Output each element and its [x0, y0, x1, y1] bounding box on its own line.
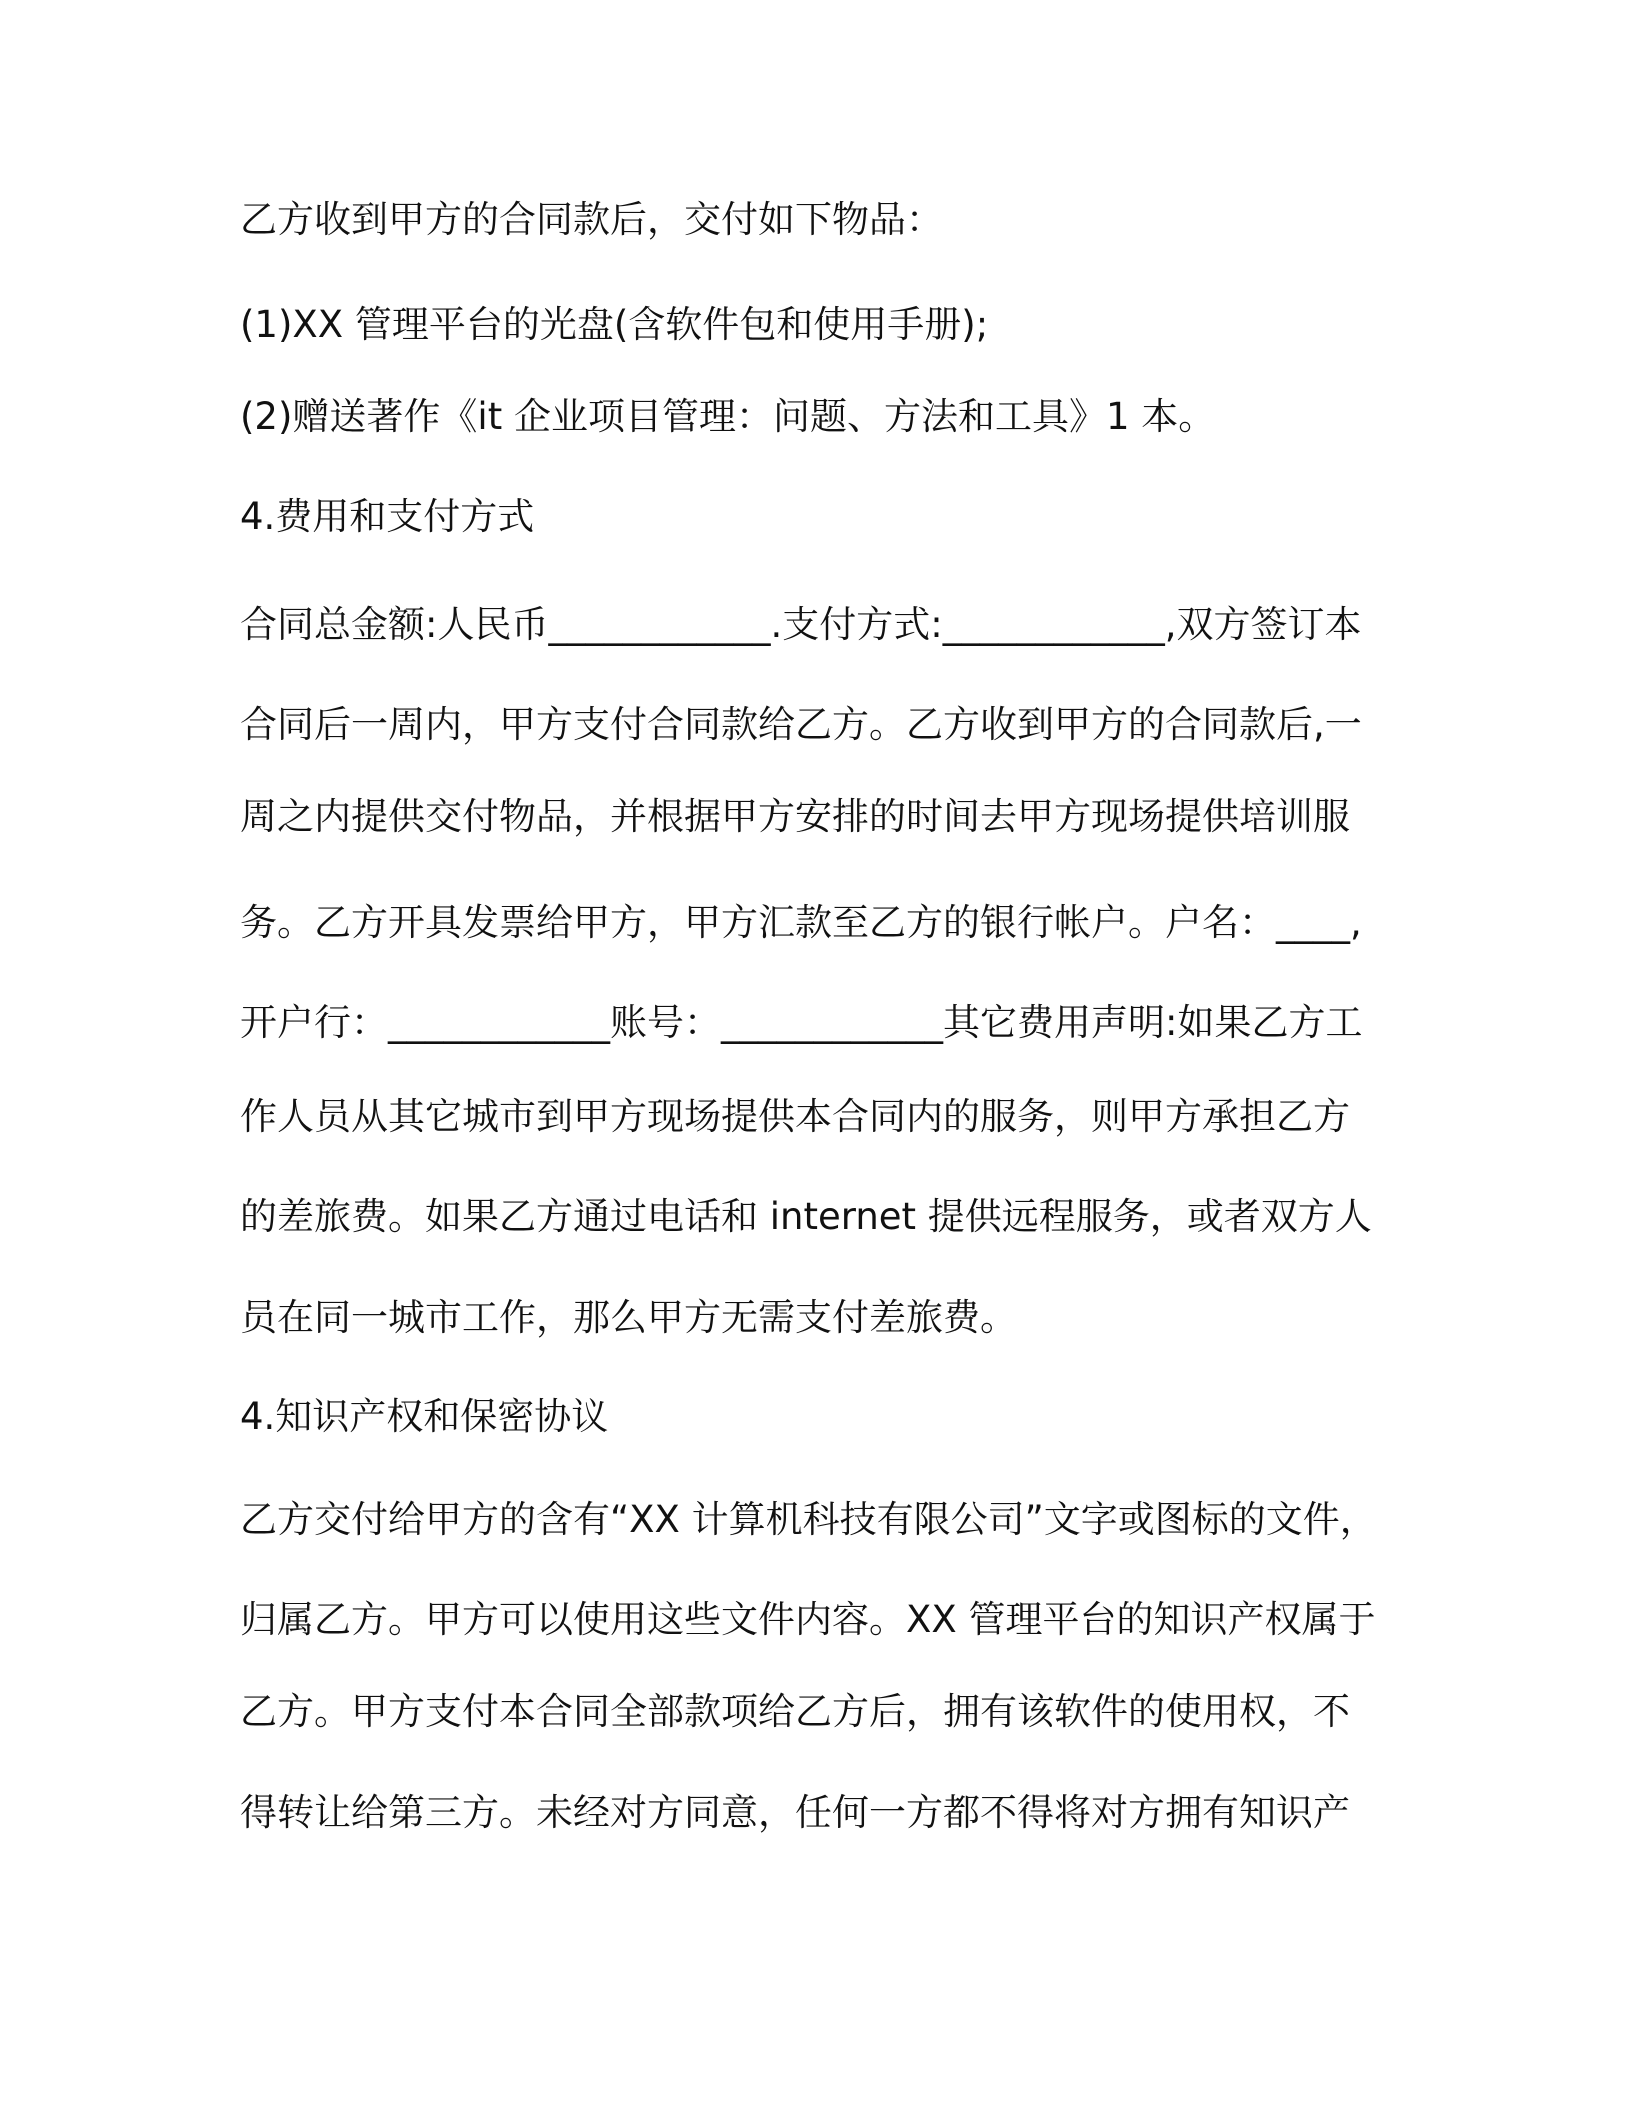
paragraph-line-3: (2)赠送著作《it 企业项目管理：问题、方法和工具》1 本。: [240, 395, 1216, 438]
section-heading-ip: 4.知识产权和保密协议: [240, 1395, 609, 1438]
paragraph-line-11: 的差旅费。如果乙方通过电话和 internet 提供远程服务，或者双方人: [240, 1195, 1372, 1238]
paragraph-line-2: (1)XX 管理平台的光盘(含软件包和使用手册);: [240, 303, 989, 346]
section-heading-fees: 4.费用和支付方式: [240, 495, 535, 538]
paragraph-line-10: 作人员从其它城市到甲方现场提供本合同内的服务，则甲方承担乙方: [240, 1095, 1350, 1138]
paragraph-line-5: 合同总金额:人民币____________.支付方式:____________,双方签订本: [240, 603, 1362, 646]
paragraph-line-16: 乙方。甲方支付本合同全部款项给乙方后，拥有该软件的使用权，不: [240, 1690, 1350, 1733]
paragraph-line-17: 得转让给第三方。未经对方同意，任何一方都不得将对方拥有知识产: [240, 1791, 1350, 1834]
paragraph-line-12: 员在同一城市工作，那么甲方无需支付差旅费。: [240, 1296, 1017, 1339]
paragraph-line-7: 周之内提供交付物品，并根据甲方安排的时间去甲方现场提供培训服: [240, 795, 1350, 838]
paragraph-line-8: 务。乙方开具发票给甲方，甲方汇款至乙方的银行帐户。户名：____,: [240, 901, 1362, 944]
paragraph-line-9: 开户行：____________账号：____________其它费用声明:如果乙方工: [240, 1001, 1363, 1044]
paragraph-line-14: 乙方交付给甲方的含有“XX 计算机科技有限公司”文字或图标的文件，: [240, 1498, 1377, 1541]
paragraph-line-6: 合同后一周内，甲方支付合同款给乙方。乙方收到甲方的合同款后,一: [240, 703, 1362, 746]
paragraph-line-1: 乙方收到甲方的合同款后，交付如下物品：: [240, 198, 943, 241]
paragraph-line-15: 归属乙方。甲方可以使用这些文件内容。XX 管理平台的知识产权属于: [240, 1598, 1376, 1641]
